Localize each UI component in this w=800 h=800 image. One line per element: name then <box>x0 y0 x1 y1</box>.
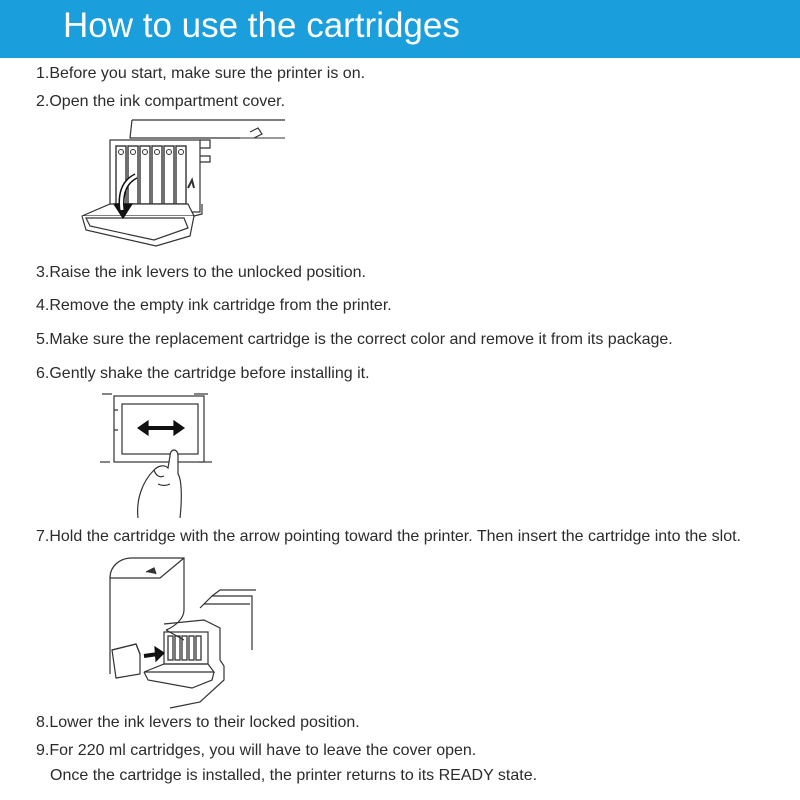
printer-cover-open-illustration <box>70 118 290 253</box>
step-9: 9.For 220 ml cartridges, you will have to leave the cover open. <box>36 742 477 759</box>
step-5: 5.Make sure the replacement cartridge is the correct color and remove it from its package. <box>36 331 673 348</box>
header-banner <box>0 0 800 58</box>
step-8: 8.Lower the ink levers to their locked position. <box>36 714 360 731</box>
step-3: 3.Raise the ink levers to the unlocked position. <box>36 264 366 281</box>
hand-shake-cartridge-illustration <box>98 390 223 518</box>
insert-cartridge-illustration <box>100 550 260 710</box>
step-7: 7.Hold the cartridge with the arrow pointing toward the printer. Then insert the cartridge into the slot. <box>36 528 741 545</box>
step-1: 1.Before you start, make sure the printer is on. <box>36 65 366 82</box>
step-2: 2.Open the ink compartment cover. <box>36 93 286 110</box>
step-4: 4.Remove the empty ink cartridge from the printer. <box>36 297 392 314</box>
step-6: 6.Gently shake the cartridge before installing it. <box>36 365 370 382</box>
page-title: How to use the cartridges <box>63 6 460 45</box>
step-9-continuation: Once the cartridge is installed, the printer returns to its READY state. <box>50 767 538 784</box>
